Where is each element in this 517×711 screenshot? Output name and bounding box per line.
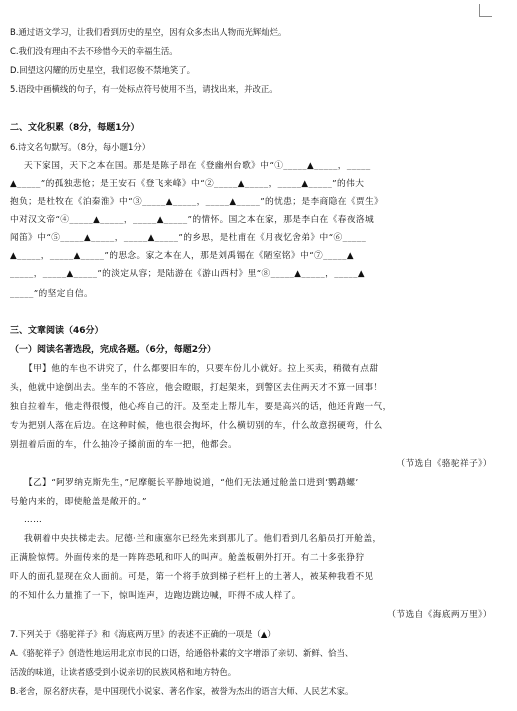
passage-a-line-5: 别扭着后面的车，什么抽冷子搡前面的车一把，他都会。: [10, 440, 238, 450]
option-7b: B.老舍，原名舒庆春，是中国现代小说家、著名作家，被誉为杰出的语言大师、人民艺术家。: [10, 686, 354, 696]
section-2-heading: 二、文化积累（8分，每题1分）: [10, 123, 140, 133]
recitation-line-4: 中对汉文帝“④_____▲_____，_____▲_____”的情怀。国之本在家，那是李白在《春夜洛城: [10, 215, 375, 225]
passage-a-line-1: 【甲】他的车也不讲究了，什么都要旧车的，只要车份儿小就好。拉上买卖，稍微有点甜: [24, 364, 379, 374]
recitation-line-3: 抱负；是杜牧在《泊秦淮》中“③_____▲_____，_____▲_____”的忧患；是李商隐在《贾生》: [10, 197, 384, 207]
question-5: 5.语段中画横线的句子，有一处标点符号使用不当，请找出来，并改正。: [10, 84, 278, 94]
question-7: 7.下列关于《骆驼祥子》和《海底两万里》的表述不正确的一项是（▲）: [10, 629, 276, 639]
passage-a-source: （节选自《骆驼祥子》）: [396, 459, 492, 469]
recitation-line-5: 闻笛》中“⑤_____▲_____，_____▲_____”的乡思，是杜甫在《月夜忆舍弟》中“⑥_____: [10, 233, 367, 243]
passage-b-line-1: 【乙】“阿罗纳克斯先生，”尼摩艇长平静地说道，“他们无法通过舱盖口进到‘鹦鹉螺’: [24, 478, 359, 488]
option-c: C.我们没有理由不去不珍惜今天的幸福生活。: [10, 46, 178, 56]
recitation-line-7: _____，_____▲_____”的淡定从容；是陆游在《游山西村》里“⑧_____▲_____，_____▲: [10, 269, 365, 279]
option-b: B.通过语文学习，让我们看到历史的星空，因有众多杰出人物而光辉灿烂。: [10, 27, 287, 37]
section-3-heading: 三、文章阅读（46分）: [10, 326, 104, 336]
passage-b-source: （节选自《海底两万里》）: [387, 610, 492, 620]
passage-b-ellipsis: ……: [24, 515, 43, 525]
page-corner-mark: [479, 4, 492, 17]
passage-b-line-6: 的不知什么力量推了一下，惊叫连声，边跑边跳边喊，吓得不成人样了。: [10, 591, 301, 601]
passage-a-line-4: 专为把别人落在后边。在这种时候，他也很会掏坏，什么横切别的车，什么故意拐硬弯，什么: [10, 421, 383, 431]
option-7a-line-1: A.《骆驼祥子》创造性地运用北京市民的口语，给通俗朴素的文字增添了亲切、新鲜、恰当、: [10, 648, 354, 658]
passage-b-line-3: 我朝着中央扶梯走去。尼德·兰和康塞尔已经先来到那儿了。他们看到几名船员打开舱盖，: [24, 534, 382, 544]
option-d: D.回望这闪耀的历史星空，我们忍俊不禁地笑了。: [10, 65, 195, 75]
passage-b-line-5: 吓人的面孔显现在众人面前。可是，第一个将手放到梯子栏杆上的土著人，被某种我看不见: [10, 572, 374, 582]
passage-b-line-2: 号舱内来的，即使舱盖是敞开的。”: [10, 497, 147, 507]
passage-a-line-3: 独自拉着车，他走得很慢，他心疼自己的汗。及至走上帮儿车，要是高兴的话，他还肯跑一气，: [10, 402, 392, 412]
passage-a-line-2: 头，他就中途倒出去。坐车的不答应，他会瞪眼，打起架来，到警区去住两天才不算一回事！: [10, 383, 383, 393]
passage-b-line-4: 正满脸惊愕。外面传来的是一阵阵恐吼和吓人的叫声。舱盖板朝外打开。有二十多张狰狞: [10, 553, 365, 563]
recitation-line-8: _____”的坚定自信。: [10, 289, 94, 299]
recitation-line-6: ▲_____，_____▲_____”的思念。家之本在人，那是刘禹锡在《陋室铭》中“⑦_____▲: [10, 251, 354, 261]
subsection-1-heading: （一）阅读名著选段，完成各题。（6分，每题2分）: [10, 345, 217, 355]
question-6: 6.诗文名句默写。（8分，每小题1分）: [10, 142, 151, 152]
recitation-line-2: ▲_____”的孤独悲怆；是王安石《登飞来峰》中“②_____▲_____，_____▲_____”的伟大: [10, 179, 365, 189]
option-7a-line-2: 活泼的味道，让读者感受到小说亲切的民族风格和地方特色。: [10, 667, 237, 677]
recitation-line-1: 天下家国，天下之本在国。那是是陈子昂在《登幽州台歌》中“①_____▲_____，_____: [24, 161, 371, 171]
